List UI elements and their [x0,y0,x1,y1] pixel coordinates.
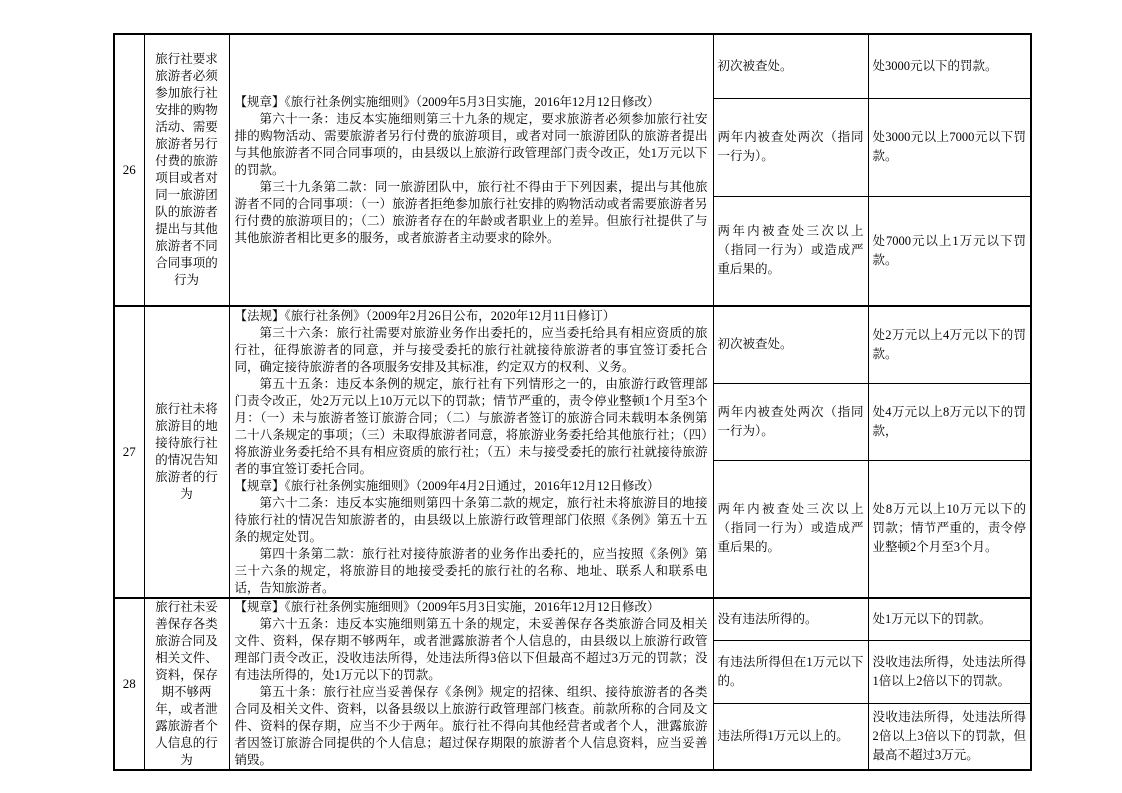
circumstance-cell: 违法所得1万元以上的。 [713,703,868,770]
legal-paragraph: 第六十一条：违反本实施细则第三十九条的规定，要求旅游者必须参加旅行社安排的购物活动、需要旅游者另行付费的旅游项目，或者对同一旅游团队的旅游者提出与其他旅游者不同合同事项的，由县级以上旅游行政管理部门责令改正，处1万元以下的罚款。 [234,111,708,177]
table-row [114,306,1031,383]
behavior-cell: 旅行社未妥善保存各类旅游合同及相关文件、资料，保存期不够两年，或者泄露旅游者个人信息的行为 [144,598,229,770]
legal-paragraph: 第四十条第二款：旅行社对接待旅游者的业务作出委托的，应当按照《条例》第三十六条的规定，将旅游目的地接受委托的旅行社的名称、地址、联系人和联系电话，告知旅游者。 [234,546,708,595]
penalty-cell: 处2万元以上4万元以下的罚款。 [868,306,1031,383]
penalty-table [113,33,1032,771]
circumstance-cell: 有违法所得但在1万元以下的。 [713,641,868,703]
legal-paragraph: 第三十九条第二款：同一旅游团队中，旅行社不得由于下列因素，提出与其他旅游者不同的合同事项：（一）旅游者拒绝参加旅行社安排的购物活动或者需要旅游者另行付费的旅游项目的；（二）旅游者存在的年龄或者职业上的差异。但旅行社提供了与其他旅游者相比更多的服务，或者旅游者主动要求的除外。 [234,179,708,245]
legal-paragraph: 第六十五条：违反本实施细则第五十条的规定，未妥善保存各类旅游合同及相关文件、资料，保存期不够两年，或者泄露旅游者个人信息的，由县级以上旅游行政管理部门责令改正，没收违法所得，处违法所得3倍以下但最高不超过3万元的罚款；没有违法所得的，处1万元以下的罚款。 [234,617,708,682]
circumstance-cell: 两年内被查处三次以上（指同一行为）或造成严重后果的。 [713,460,868,598]
circumstance-cell: 没有违法所得的。 [713,598,868,641]
circumstance-cell: 两年内被查处两次（指同一行为）。 [713,98,868,196]
legal-paragraph: 【法规】《旅行社条例》（2009年2月26日公布，2020年12月11日修订） [234,308,616,323]
table-row [114,598,1031,641]
circumstance-cell: 初次被查处。 [713,306,868,383]
penalty-cell: 处8万元以上10万元以下的罚款；情节严重的，责令停业整顿2个月至3个月。 [868,460,1031,598]
circumstance-cell: 两年内被查处两次（指同一行为）。 [713,383,868,460]
penalty-cell: 处3000元以下的罚款。 [868,34,1031,98]
legal-basis-cell [229,598,713,770]
legal-paragraph: 第五十条：旅行社应当妥善保存《条例》规定的招徕、组织、接待旅游者的各类合同及相关文件、资料，以备县级以上旅游行政管理部门核查。前款所称的合同及文件、资料的保存期，应当不少于两年。旅行社不得向其他经营者或者个人，泄露旅游者因签订旅游合同提供的个人信息；超过保存期限的旅游者个人信息资料，应当妥善销毁。 [234,685,708,767]
legal-basis-cell [229,34,713,306]
legal-paragraph: 【规章】《旅行社条例实施细则》（2009年4月2日通过，2016年12月12日修改） [234,478,660,493]
row-number-cell: 27 [114,306,144,598]
legal-paragraph: 第五十五条：违反本条例的规定，旅行社有下列情形之一的，由旅游行政管理部门责令改正，处2万元以上10万元以下的罚款；情节严重的，责令停业整顿1个月至3个月：（一）未与旅游者签订旅游合同；（二）与旅游者签订的旅游合同未载明本条例第二十八条规定的事项；（三）未取得旅游者同意，将旅游业务委托给其他旅行社；（四）将旅游业务委托给不具有相应资质的旅行社；（五）未与接受委托的旅行社就接待旅游者的事宜签订委托合同。 [234,376,708,476]
legal-paragraph: 【规章】《旅行社条例实施细则》（2009年5月3日实施，2016年12月12日修改） [234,94,660,109]
legal-paragraph: 【规章】《旅行社条例实施细则》（2009年5月3日实施，2016年12月12日修改） [234,600,660,614]
penalty-cell: 处3000元以上7000元以下罚款。 [868,98,1031,196]
penalty-cell: 处7000元以上1万元以下罚款。 [868,196,1031,306]
legal-basis-cell [229,306,713,598]
circumstance-cell: 初次被查处。 [713,34,868,98]
behavior-cell: 旅行社未将旅游目的地接待旅行社的情况告知旅游者的行为 [144,306,229,598]
row-number-cell: 26 [114,34,144,306]
row-number-cell: 28 [114,598,144,770]
penalty-cell: 处1万元以下的罚款。 [868,598,1031,641]
legal-paragraph: 第三十六条：旅行社需要对旅游业务作出委托的，应当委托给具有相应资质的旅行社，征得旅游者的同意，并与接受委托的旅行社就接待旅游者的事宜签订委托合同，确定接待旅游者的各项服务安排及其标准，约定双方的权利、义务。 [234,325,708,374]
behavior-cell: 旅行社要求旅游者必须参加旅行社安排的购物活动、需要旅游者另行付费的旅游项目或者对同一旅游团队的旅游者提出与其他旅游者不同合同事项的行为 [144,34,229,306]
circumstance-cell: 两年内被查处三次以上（指同一行为）或造成严重后果的。 [713,196,868,306]
penalty-cell: 没收违法所得，处违法所得2倍以上3倍以下的罚款，但最高不超过3万元。 [868,703,1031,770]
legal-paragraph: 第六十二条：违反本实施细则第四十条第二款的规定，旅行社未将旅游目的地接待旅行社的情况告知旅游者的，由县级以上旅游行政管理部门依照《条例》第五十五条的规定处罚。 [234,495,708,544]
table-row [114,34,1031,98]
penalty-cell: 没收违法所得，处违法所得1倍以上2倍以下的罚款。 [868,641,1031,703]
penalty-cell: 处4万元以上8万元以下的罚款， [868,383,1031,460]
